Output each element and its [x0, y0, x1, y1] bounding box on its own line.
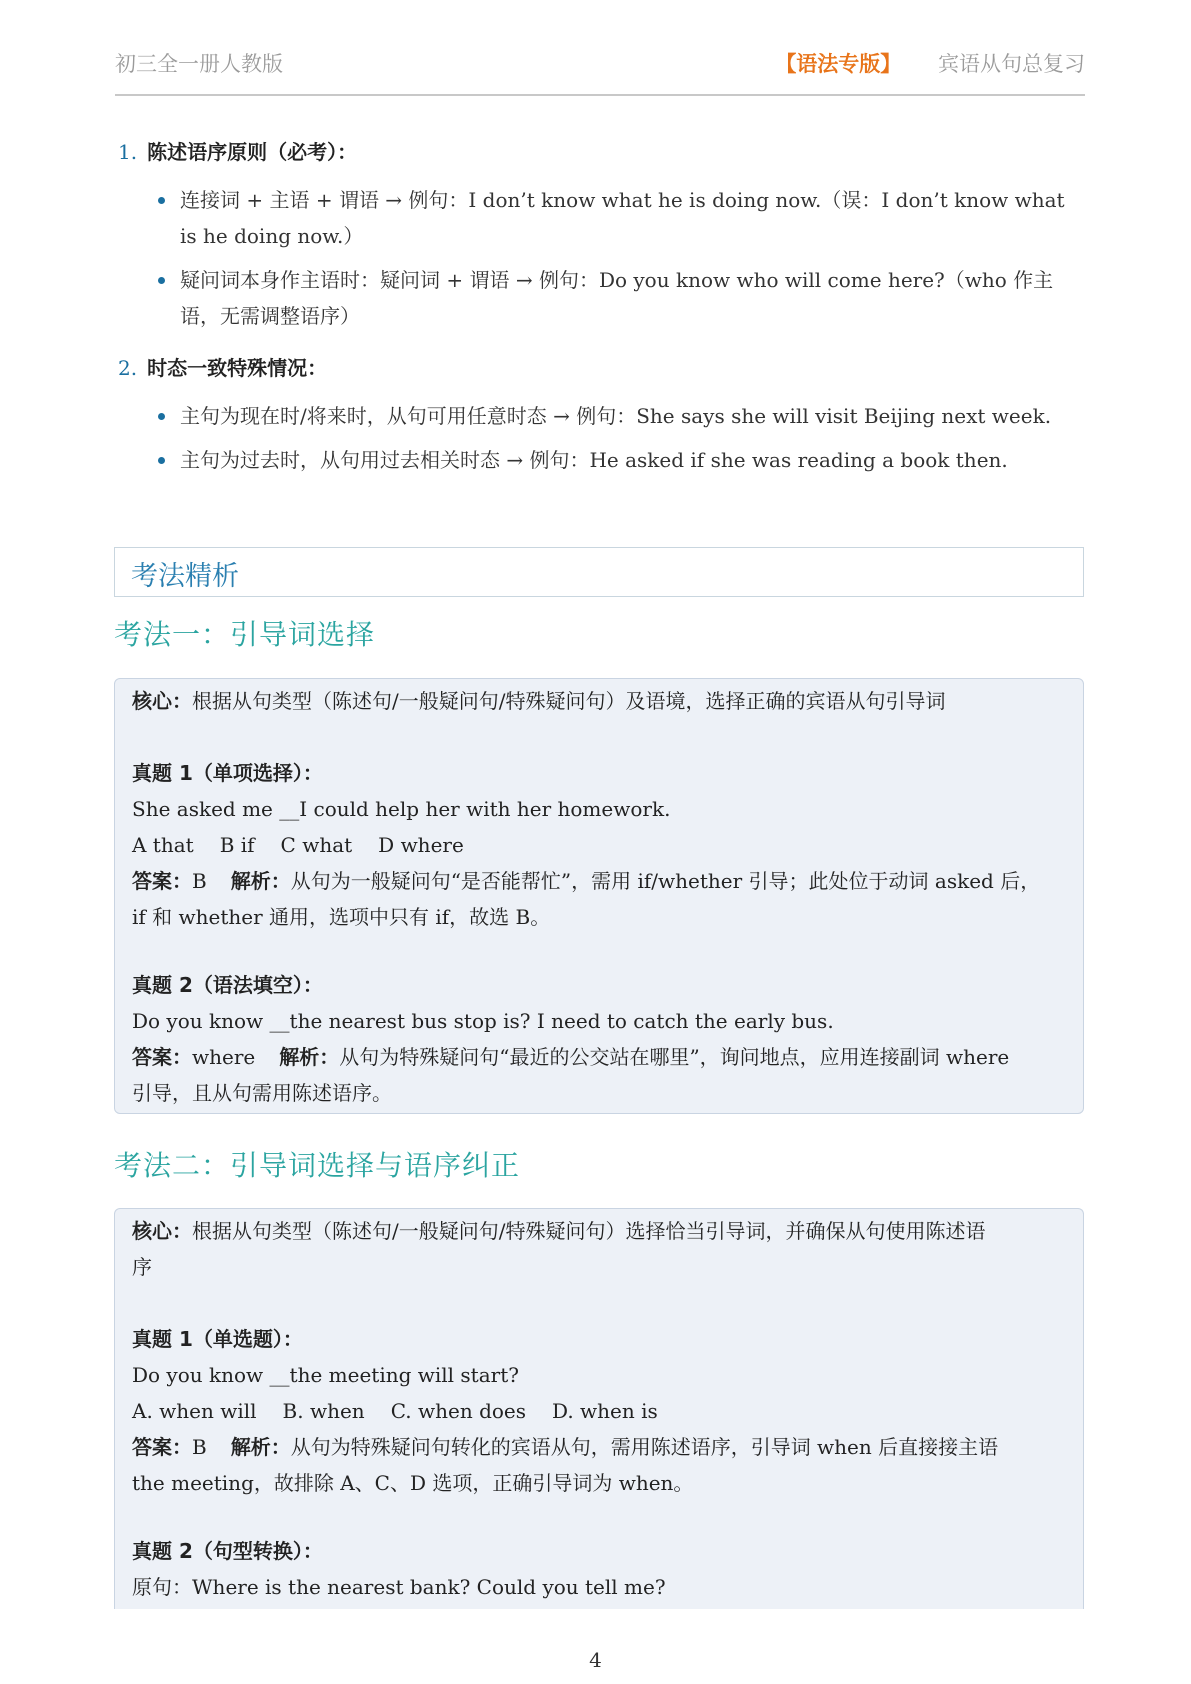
method-2-card	[114, 1208, 1084, 1609]
rule-2-title: 2. 时态一致特殊情况：	[118, 356, 328, 380]
method-2-title: 考法二：引导词选择与语序纠正	[114, 1149, 521, 1182]
bullet-dot	[158, 413, 165, 420]
answer-line: 答案：where 解析：从句为特殊疑问句“最近的公交站在哪里”，询问地点，应用连接副词 where	[132, 1045, 1010, 1069]
bullet-dot	[158, 277, 165, 284]
question-label: 真题 2（语法填空）：	[132, 973, 323, 997]
question-stem: Do you know __the meeting will start?	[132, 1363, 519, 1387]
question-stem: 原句：Where is the nearest bank? Could you tell me?	[132, 1575, 666, 1599]
analysis-line: if 和 whether 通用，选项中只有 if，故选 B。	[132, 905, 551, 929]
answer-line: 答案：B 解析：从句为一般疑问句“是否能帮忙”，需用 if/whether 引导；此处位于动词 asked 后，	[132, 869, 1041, 893]
analysis-line: the meeting，故排除 A、C、D 选项，正确引导词为 when。	[132, 1471, 694, 1495]
rule-2-bullet-1: 主句为现在时/将来时，从句可用任意时态 → 例句：She says she will visit Beijing next week.	[180, 398, 1085, 434]
topic-title: 宾语从句总复习	[938, 52, 1085, 76]
analysis-line: 引导，且从句需用陈述语序。	[132, 1081, 392, 1105]
edition-label: 【语法专版】	[775, 51, 902, 76]
page-number: 4	[589, 1648, 602, 1672]
rule-1-bullet-1: 连接词 + 主语 + 谓语 → 例句：I don’t know what he is doing now.（误：I don’t know what is he doing now.）	[180, 182, 1085, 254]
core-line: 核心：根据从句类型（陈述句/一般疑问句/特殊疑问句）及语境，选择正确的宾语从句引导词	[132, 689, 946, 713]
question-stem: She asked me __I could help her with her homework.	[132, 797, 671, 821]
method-1-card	[114, 678, 1084, 1114]
bullet-dot	[158, 197, 165, 204]
header-right	[775, 48, 1085, 78]
answer-line: 答案：B 解析：从句为特殊疑问句转化的宾语从句，需用陈述语序，引导词 when 后直接接主语	[132, 1435, 999, 1459]
options-line: A that B if C what D where	[132, 833, 464, 857]
question-stem: Do you know __the nearest bus stop is? I need to catch the early bus.	[132, 1009, 834, 1033]
options-line: A. when will B. when C. when does D. when is	[132, 1399, 658, 1423]
question-label: 真题 2（句型转换）：	[132, 1539, 323, 1563]
core-line: 核心：根据从句类型（陈述句/一般疑问句/特殊疑问句）选择恰当引导词，并确保从句使用陈述语	[132, 1219, 986, 1243]
bullet-dot	[158, 457, 165, 464]
method-1-title: 考法一：引导词选择	[114, 618, 376, 651]
rule-1-bullet-2: 疑问词本身作主语时：疑问词 + 谓语 → 例句：Do you know who will come here?（who 作主语，无需调整语序）	[180, 262, 1085, 334]
page-header	[115, 44, 1085, 96]
core-line-cont: 序	[132, 1255, 152, 1279]
rule-1-title: 1. 陈述语序原则（必考）：	[118, 140, 358, 164]
book-title: 初三全一册人教版	[115, 52, 283, 76]
question-label: 真题 1（单选题）：	[132, 1327, 303, 1351]
rule-2-bullet-2: 主句为过去时，从句用过去相关时态 → 例句：He asked if she was reading a book then.	[180, 442, 1085, 478]
question-label: 真题 1（单项选择）：	[132, 761, 323, 785]
section-heading: 考法精析	[114, 547, 1084, 597]
